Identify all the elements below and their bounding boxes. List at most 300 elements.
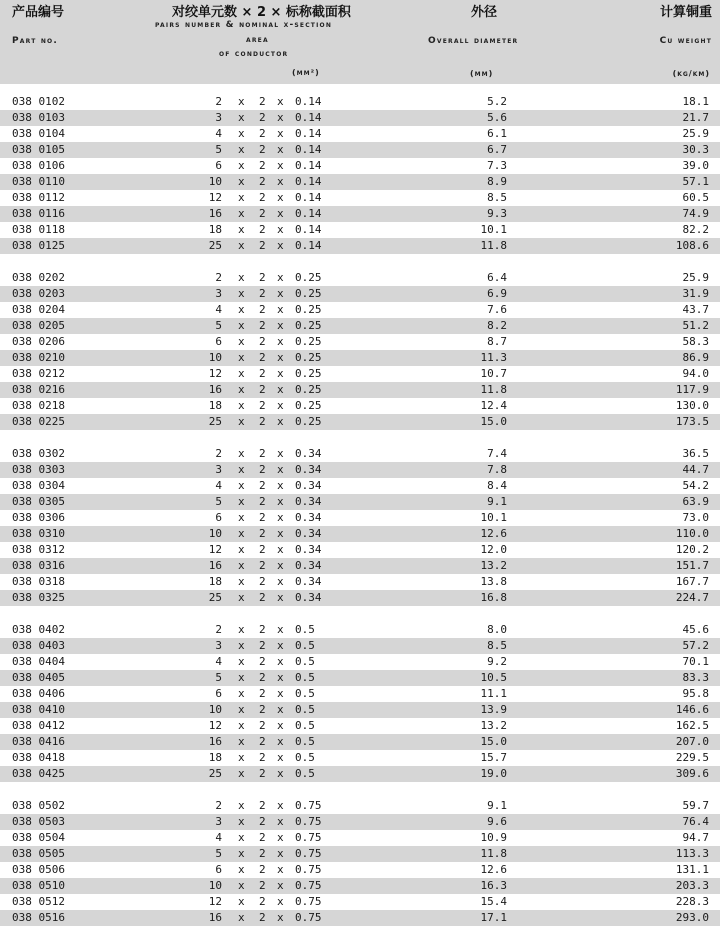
pairs-header-en-line1: pairs number & nominal x-section — [155, 20, 333, 30]
table-top-spacer — [0, 84, 720, 94]
pairs-count: 5 — [215, 671, 222, 684]
overall-diameter: 7.4 — [487, 447, 507, 460]
pairs-count: 4 — [215, 831, 222, 844]
diameter-header-cn: 外径 — [471, 5, 498, 20]
times-sign: x — [277, 479, 284, 492]
pair-multiplier: 2 — [259, 703, 266, 716]
pair-multiplier: 2 — [259, 687, 266, 700]
table-row — [0, 750, 720, 766]
table-row — [0, 654, 720, 670]
table-row — [0, 814, 720, 830]
times-sign: x — [238, 639, 245, 652]
table-row — [0, 766, 720, 782]
cu-weight: 146.6 — [675, 703, 709, 716]
table-row — [0, 862, 720, 878]
pairs-count: 16 — [208, 735, 222, 748]
conductor-section: 0.25 — [295, 399, 322, 412]
table-row — [0, 174, 720, 190]
pairs-count: 2 — [215, 623, 222, 636]
pair-multiplier: 2 — [259, 223, 266, 236]
pair-multiplier: 2 — [259, 95, 266, 108]
times-sign: x — [277, 703, 284, 716]
table-row — [0, 462, 720, 478]
pairs-count: 6 — [215, 511, 222, 524]
part-number: 038 0304 — [12, 479, 65, 492]
cu-weight: 229.5 — [675, 751, 709, 764]
part-number: 038 0418 — [12, 751, 65, 764]
pair-multiplier: 2 — [259, 639, 266, 652]
cu-weight: 110.0 — [675, 527, 709, 540]
cu-weight: 44.7 — [682, 463, 709, 476]
part-no-header-cn: 产品编号 — [12, 5, 65, 20]
pair-multiplier: 2 — [259, 447, 266, 460]
pair-multiplier: 2 — [259, 399, 266, 412]
table-row — [0, 622, 720, 638]
times-sign: x — [277, 863, 284, 876]
pairs-count: 6 — [215, 863, 222, 876]
times-sign: x — [277, 143, 284, 156]
overall-diameter: 5.6 — [487, 111, 507, 124]
times-sign: x — [238, 367, 245, 380]
times-sign: x — [277, 127, 284, 140]
pair-multiplier: 2 — [259, 671, 266, 684]
table-row — [0, 702, 720, 718]
table-row — [0, 302, 720, 318]
pairs-count: 5 — [215, 319, 222, 332]
pair-multiplier: 2 — [259, 751, 266, 764]
cu-weight: 228.3 — [675, 895, 709, 908]
pair-multiplier: 2 — [259, 191, 266, 204]
times-sign: x — [238, 271, 245, 284]
table-row — [0, 206, 720, 222]
times-sign: x — [238, 623, 245, 636]
cu-weight: 25.9 — [682, 271, 709, 284]
part-number: 038 0202 — [12, 271, 65, 284]
table-row — [0, 110, 720, 126]
pair-multiplier: 2 — [259, 463, 266, 476]
cu-weight: 151.7 — [675, 559, 709, 572]
part-number: 038 0225 — [12, 415, 65, 428]
cu-weight: 74.9 — [682, 207, 709, 220]
part-number: 038 0306 — [12, 511, 65, 524]
table-header — [0, 0, 720, 84]
part-number: 038 0504 — [12, 831, 65, 844]
times-sign: x — [277, 175, 284, 188]
times-sign: x — [238, 495, 245, 508]
conductor-section: 0.34 — [295, 479, 322, 492]
overall-diameter: 10.1 — [480, 511, 507, 524]
pair-multiplier: 2 — [259, 287, 266, 300]
pair-multiplier: 2 — [259, 719, 266, 732]
times-sign: x — [277, 575, 284, 588]
table-row — [0, 382, 720, 398]
times-sign: x — [238, 463, 245, 476]
table-row — [0, 270, 720, 286]
overall-diameter: 17.1 — [480, 911, 507, 924]
conductor-section: 0.25 — [295, 383, 322, 396]
overall-diameter: 19.0 — [480, 767, 507, 780]
pair-multiplier: 2 — [259, 111, 266, 124]
table-row — [0, 398, 720, 414]
pairs-header-unit: (mm²) — [292, 68, 320, 77]
conductor-section: 0.75 — [295, 847, 322, 860]
overall-diameter: 15.0 — [480, 735, 507, 748]
overall-diameter: 16.3 — [480, 879, 507, 892]
times-sign: x — [277, 559, 284, 572]
times-sign: x — [277, 623, 284, 636]
pair-multiplier: 2 — [259, 127, 266, 140]
overall-diameter: 11.3 — [480, 351, 507, 364]
times-sign: x — [277, 911, 284, 924]
part-number: 038 0416 — [12, 735, 65, 748]
times-sign: x — [238, 127, 245, 140]
times-sign: x — [277, 639, 284, 652]
times-sign: x — [277, 351, 284, 364]
times-sign: x — [238, 735, 245, 748]
times-sign: x — [277, 447, 284, 460]
part-number: 038 0412 — [12, 719, 65, 732]
part-number: 038 0205 — [12, 319, 65, 332]
times-sign: x — [277, 303, 284, 316]
times-sign: x — [238, 319, 245, 332]
cu-weight: 45.6 — [682, 623, 709, 636]
times-sign: x — [277, 671, 284, 684]
pairs-count: 5 — [215, 495, 222, 508]
pair-multiplier: 2 — [259, 815, 266, 828]
times-sign: x — [238, 671, 245, 684]
pair-multiplier: 2 — [259, 879, 266, 892]
conductor-section: 0.5 — [295, 735, 315, 748]
overall-diameter: 10.7 — [480, 367, 507, 380]
pair-multiplier: 2 — [259, 655, 266, 668]
overall-diameter: 12.4 — [480, 399, 507, 412]
times-sign: x — [238, 511, 245, 524]
conductor-section: 0.5 — [295, 639, 315, 652]
times-sign: x — [238, 383, 245, 396]
pair-multiplier: 2 — [259, 207, 266, 220]
table-row — [0, 878, 720, 894]
pairs-count: 18 — [208, 399, 222, 412]
pairs-count: 18 — [208, 575, 222, 588]
overall-diameter: 5.2 — [487, 95, 507, 108]
overall-diameter: 6.1 — [487, 127, 507, 140]
cu-weight: 173.5 — [675, 415, 709, 428]
times-sign: x — [277, 463, 284, 476]
times-sign: x — [277, 191, 284, 204]
overall-diameter: 11.1 — [480, 687, 507, 700]
pair-multiplier: 2 — [259, 767, 266, 780]
times-sign: x — [238, 111, 245, 124]
cu-weight: 59.7 — [682, 799, 709, 812]
pair-multiplier: 2 — [259, 143, 266, 156]
part-number: 038 0516 — [12, 911, 65, 924]
pairs-count: 2 — [215, 799, 222, 812]
pair-multiplier: 2 — [259, 527, 266, 540]
cu-weight: 63.9 — [682, 495, 709, 508]
table-row — [0, 94, 720, 110]
cu-weight: 73.0 — [682, 511, 709, 524]
table-row — [0, 638, 720, 654]
table-row — [0, 142, 720, 158]
pairs-count: 12 — [208, 895, 222, 908]
overall-diameter: 6.4 — [487, 271, 507, 284]
conductor-section: 0.34 — [295, 527, 322, 540]
overall-diameter: 7.6 — [487, 303, 507, 316]
times-sign: x — [238, 879, 245, 892]
times-sign: x — [238, 447, 245, 460]
pair-multiplier: 2 — [259, 831, 266, 844]
overall-diameter: 8.7 — [487, 335, 507, 348]
times-sign: x — [238, 335, 245, 348]
times-sign: x — [277, 799, 284, 812]
pairs-count: 6 — [215, 687, 222, 700]
pairs-header-cn: 对绞单元数 × 2 × 标称截面积 — [172, 5, 351, 20]
cu-weight: 57.2 — [682, 639, 709, 652]
pairs-count: 25 — [208, 239, 222, 252]
pair-multiplier: 2 — [259, 575, 266, 588]
times-sign: x — [238, 655, 245, 668]
pairs-count: 25 — [208, 767, 222, 780]
pair-multiplier: 2 — [259, 735, 266, 748]
conductor-section: 0.14 — [295, 223, 322, 236]
conductor-section: 0.75 — [295, 911, 322, 924]
times-sign: x — [238, 159, 245, 172]
conductor-section: 0.34 — [295, 463, 322, 476]
pairs-count: 6 — [215, 335, 222, 348]
overall-diameter: 11.8 — [480, 383, 507, 396]
cu-weight: 224.7 — [675, 591, 709, 604]
pair-multiplier: 2 — [259, 367, 266, 380]
pairs-count: 3 — [215, 463, 222, 476]
pair-multiplier: 2 — [259, 303, 266, 316]
part-number: 038 0402 — [12, 623, 65, 636]
overall-diameter: 9.1 — [487, 495, 507, 508]
conductor-section: 0.5 — [295, 671, 315, 684]
overall-diameter: 6.7 — [487, 143, 507, 156]
conductor-section: 0.14 — [295, 239, 322, 252]
times-sign: x — [238, 223, 245, 236]
table-row — [0, 414, 720, 430]
cu-weight: 21.7 — [682, 111, 709, 124]
pairs-count: 2 — [215, 95, 222, 108]
part-number: 038 0203 — [12, 287, 65, 300]
part-number: 038 0510 — [12, 879, 65, 892]
group-spacer — [0, 606, 720, 622]
cu-weight: 203.3 — [675, 879, 709, 892]
pairs-count: 2 — [215, 447, 222, 460]
table-row — [0, 894, 720, 910]
cu-weight: 54.2 — [682, 479, 709, 492]
overall-diameter: 8.5 — [487, 639, 507, 652]
part-number: 038 0410 — [12, 703, 65, 716]
pair-multiplier: 2 — [259, 159, 266, 172]
diameter-header-en: Overall diameter — [428, 36, 519, 46]
pairs-count: 12 — [208, 191, 222, 204]
table-row — [0, 446, 720, 462]
cu-weight: 83.3 — [682, 671, 709, 684]
cu-weight: 293.0 — [675, 911, 709, 924]
table-row — [0, 494, 720, 510]
times-sign: x — [277, 815, 284, 828]
table-row — [0, 686, 720, 702]
part-number: 038 0303 — [12, 463, 65, 476]
part-number: 038 0206 — [12, 335, 65, 348]
cu-weight: 43.7 — [682, 303, 709, 316]
part-number: 038 0104 — [12, 127, 65, 140]
cu-weight: 162.5 — [675, 719, 709, 732]
conductor-section: 0.25 — [295, 335, 322, 348]
conductor-section: 0.14 — [295, 175, 322, 188]
table-row — [0, 558, 720, 574]
conductor-section: 0.34 — [295, 511, 322, 524]
pair-multiplier: 2 — [259, 543, 266, 556]
part-number: 038 0112 — [12, 191, 65, 204]
table-row — [0, 542, 720, 558]
times-sign: x — [277, 831, 284, 844]
times-sign: x — [238, 207, 245, 220]
pairs-header-en-line3: of conductor — [219, 49, 289, 59]
times-sign: x — [238, 703, 245, 716]
cu-weight: 131.1 — [675, 863, 709, 876]
part-number: 038 0305 — [12, 495, 65, 508]
cu-weight: 130.0 — [675, 399, 709, 412]
cu-weight: 31.9 — [682, 287, 709, 300]
part-no-header-en: Part no. — [12, 36, 58, 46]
conductor-section: 0.25 — [295, 271, 322, 284]
times-sign: x — [277, 751, 284, 764]
times-sign: x — [277, 111, 284, 124]
pair-multiplier: 2 — [259, 847, 266, 860]
times-sign: x — [238, 351, 245, 364]
times-sign: x — [238, 719, 245, 732]
part-number: 038 0105 — [12, 143, 65, 156]
conductor-section: 0.25 — [295, 351, 322, 364]
cu-weight-header-cn: 计算铜重 — [659, 5, 712, 20]
pair-multiplier: 2 — [259, 591, 266, 604]
table-row — [0, 798, 720, 814]
times-sign: x — [238, 559, 245, 572]
times-sign: x — [277, 735, 284, 748]
table-row — [0, 238, 720, 254]
part-number: 038 0218 — [12, 399, 65, 412]
table-row — [0, 478, 720, 494]
table-row — [0, 526, 720, 542]
conductor-section: 0.25 — [295, 367, 322, 380]
table-row — [0, 222, 720, 238]
overall-diameter: 13.8 — [480, 575, 507, 588]
conductor-section: 0.25 — [295, 287, 322, 300]
part-number: 038 0405 — [12, 671, 65, 684]
part-number: 038 0316 — [12, 559, 65, 572]
pairs-header-en-line2: area — [246, 35, 269, 45]
times-sign: x — [238, 415, 245, 428]
times-sign: x — [238, 687, 245, 700]
table-row — [0, 366, 720, 382]
pairs-count: 18 — [208, 223, 222, 236]
conductor-section: 0.34 — [295, 591, 322, 604]
cu-weight: 39.0 — [682, 159, 709, 172]
pair-multiplier: 2 — [259, 911, 266, 924]
part-number: 038 0403 — [12, 639, 65, 652]
cu-weight: 94.0 — [682, 367, 709, 380]
table-row — [0, 718, 720, 734]
times-sign: x — [238, 863, 245, 876]
times-sign: x — [238, 303, 245, 316]
cu-weight: 58.3 — [682, 335, 709, 348]
cu-weight: 95.8 — [682, 687, 709, 700]
times-sign: x — [277, 383, 284, 396]
conductor-section: 0.14 — [295, 159, 322, 172]
part-number: 038 0302 — [12, 447, 65, 460]
conductor-section: 0.75 — [295, 895, 322, 908]
conductor-section: 0.75 — [295, 831, 322, 844]
pairs-count: 4 — [215, 127, 222, 140]
cu-weight: 57.1 — [682, 175, 709, 188]
part-number: 038 0216 — [12, 383, 65, 396]
part-number: 038 0404 — [12, 655, 65, 668]
times-sign: x — [277, 271, 284, 284]
table-row — [0, 190, 720, 206]
pairs-count: 12 — [208, 719, 222, 732]
group-spacer — [0, 254, 720, 270]
pairs-count: 12 — [208, 367, 222, 380]
pairs-count: 10 — [208, 879, 222, 892]
pair-multiplier: 2 — [259, 271, 266, 284]
pairs-count: 16 — [208, 559, 222, 572]
times-sign: x — [238, 591, 245, 604]
conductor-section: 0.5 — [295, 751, 315, 764]
conductor-section: 0.5 — [295, 767, 315, 780]
overall-diameter: 11.8 — [480, 847, 507, 860]
part-number: 038 0204 — [12, 303, 65, 316]
part-number: 038 0103 — [12, 111, 65, 124]
times-sign: x — [277, 399, 284, 412]
cu-weight: 82.2 — [682, 223, 709, 236]
times-sign: x — [277, 719, 284, 732]
table-row — [0, 574, 720, 590]
cu-weight: 117.9 — [675, 383, 709, 396]
pairs-count: 10 — [208, 703, 222, 716]
overall-diameter: 16.8 — [480, 591, 507, 604]
pairs-count: 4 — [215, 479, 222, 492]
cu-weight: 120.2 — [675, 543, 709, 556]
cu-weight-header-en: Cu weight — [659, 36, 712, 46]
times-sign: x — [277, 511, 284, 524]
pair-multiplier: 2 — [259, 351, 266, 364]
part-number: 038 0312 — [12, 543, 65, 556]
pair-multiplier: 2 — [259, 175, 266, 188]
times-sign: x — [238, 175, 245, 188]
overall-diameter: 13.2 — [480, 719, 507, 732]
times-sign: x — [238, 751, 245, 764]
pair-multiplier: 2 — [259, 623, 266, 636]
times-sign: x — [238, 143, 245, 156]
times-sign: x — [277, 895, 284, 908]
table-row — [0, 830, 720, 846]
times-sign: x — [238, 911, 245, 924]
part-number: 038 0512 — [12, 895, 65, 908]
conductor-section: 0.34 — [295, 559, 322, 572]
overall-diameter: 8.2 — [487, 319, 507, 332]
overall-diameter: 9.1 — [487, 799, 507, 812]
part-number: 038 0116 — [12, 207, 65, 220]
times-sign: x — [277, 335, 284, 348]
conductor-section: 0.34 — [295, 575, 322, 588]
pairs-count: 16 — [208, 911, 222, 924]
cu-weight: 113.3 — [675, 847, 709, 860]
part-number: 038 0503 — [12, 815, 65, 828]
overall-diameter: 10.9 — [480, 831, 507, 844]
